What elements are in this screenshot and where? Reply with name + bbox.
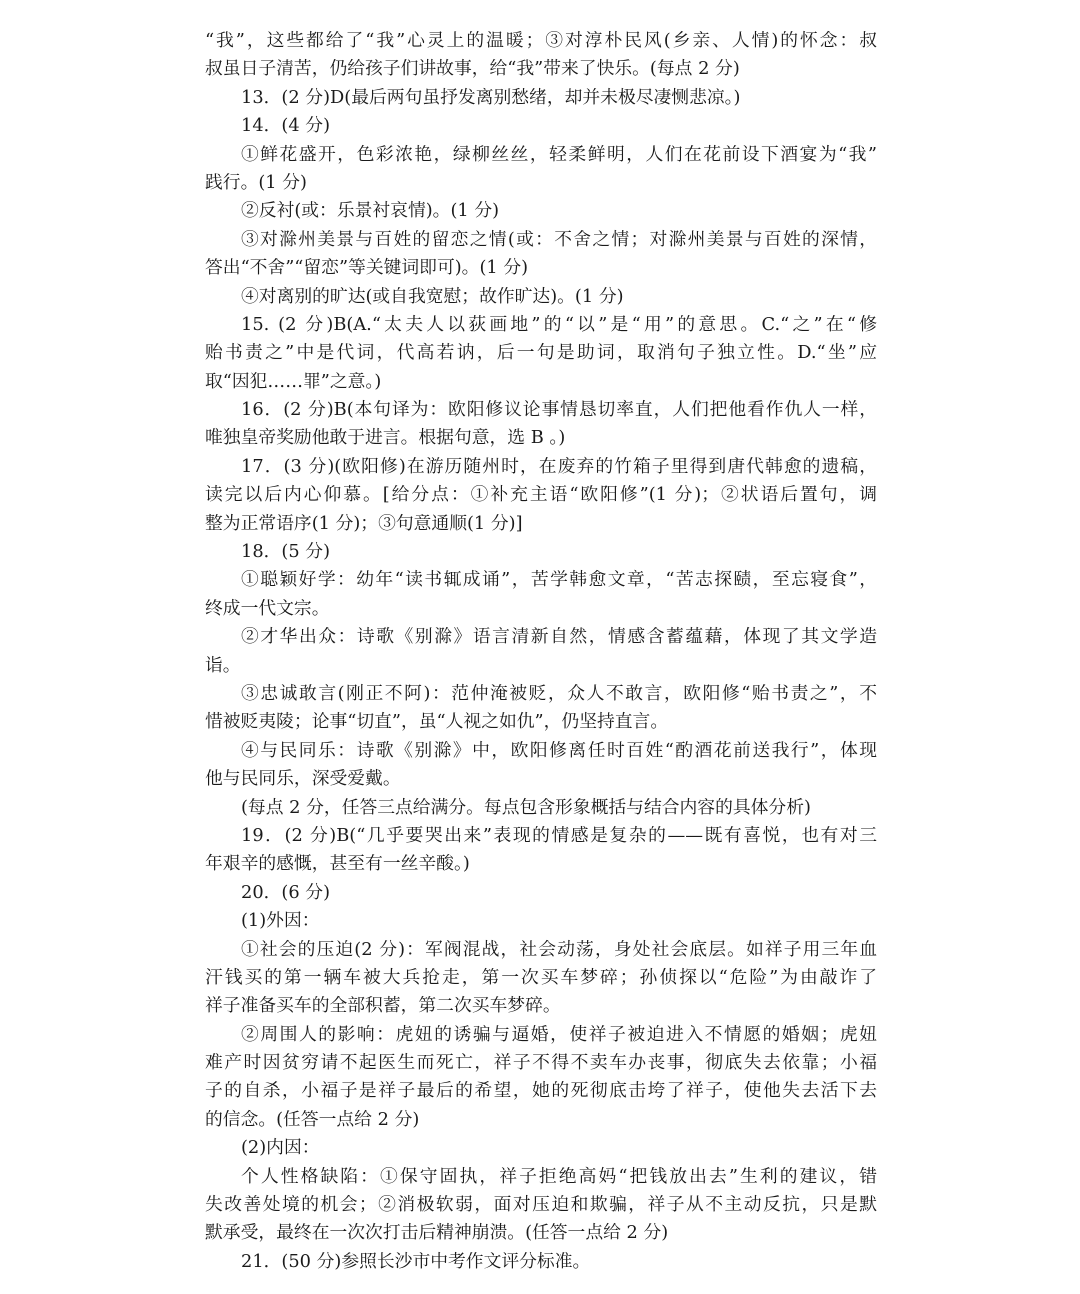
text-line: 读完以后内心仰慕。[给分点：①补充主语“欧阳修”(1 分)；②状语后置句，调 [205,484,877,506]
text-line: 年艰辛的感慨，甚至有一丝辛酸。) [205,853,470,875]
text-line: 17．(3 分)(欧阳修)在游历随州时，在废弃的竹箱子里得到唐代韩愈的遗稿， [241,455,877,477]
text-line: ④对离别的旷达(或自我宽慰；故作旷达)。(1 分) [241,285,624,307]
text-line: 诣。 [205,654,241,676]
text-line: 叔虽日子清苦，仍给孩子们讲故事，给“我”带来了快乐。(每点 2 分) [205,58,740,80]
text-line: 个人性格缺陷：①保守固执，祥子拒绝高妈“把钱放出去”生利的建议，错 [241,1165,877,1187]
text-line: 19．(2 分)B(“几乎要哭出来”表现的情感是复杂的——既有喜悦，也有对三 [241,824,877,846]
text-line: 祥子准备买车的全部积蓄，第二次买车梦碎。 [205,995,561,1017]
text-line: ②才华出众：诗歌《别滁》语言清新自然，情感含蓄蕴藉，体现了其文学造 [241,626,877,648]
text-line: 践行。(1 分) [205,171,307,193]
text-line: (2)内因： [241,1137,320,1159]
text-line: ③对滁州美景与百姓的留恋之情(或：不舍之情；对滁州美景与百姓的深情， [241,228,877,250]
text-line: ②周围人的影响：虎妞的诱骗与逼婚，使祥子被迫进入不情愿的婚姻；虎妞 [241,1023,877,1045]
text-line: 18．(5 分) [241,541,331,563]
text-line: 的信念。(任答一点给 2 分) [205,1108,420,1130]
text-line: ③忠诚敢言(刚正不阿)：范仲淹被贬，众人不敢言，欧阳修“贻书责之”，不 [241,682,877,704]
text-line: (1)外因： [241,910,320,932]
text-line: 惜被贬夷陵；论事“切直”，虽“人视之如仇”，仍坚持直言。 [205,711,669,733]
text-line: 默承受，最终在一次次打击后精神崩溃。(任答一点给 2 分) [205,1222,669,1244]
text-line: 唯独皇帝奖励他敢于进言。根据句意，选 B 。) [205,427,566,449]
answer-key-document [205,27,877,1276]
text-line: ②反衬(或：乐景衬哀情)。(1 分) [241,200,500,222]
text-line: 13．(2 分)D(最后两句虽抒发离别愁绪，却并未极尽凄恻悲凉。) [241,86,741,108]
text-line: 他与民同乐，深受爱戴。 [205,768,401,790]
text-line: 取“因犯……罪”之意。) [205,370,382,392]
text-line: 21．(50 分)参照长沙市中考作文评分标准。 [241,1250,591,1272]
text-line: 贻书责之”中是代词，代高若讷，后一句是助词，取消句子独立性。D.“坐”应 [205,342,877,364]
text-line: 失改善处境的机会；②消极软弱，面对压迫和欺骗，祥子从不主动反抗，只是默 [205,1194,877,1216]
text-line: ①社会的压迫(2 分)：军阀混战，社会动荡，身处社会底层。如祥子用三年血 [241,938,877,960]
text-line: 答出“不舍”“留恋”等关键词即可)。(1 分) [205,257,529,279]
text-line: ①鲜花盛开，色彩浓艳，绿柳丝丝，轻柔鲜明，人们在花前设下酒宴为“我” [241,143,877,165]
text-line: 终成一代文宗。 [205,597,330,619]
text-line: “我”，这些都给了“我”心灵上的温暖；③对淳朴民风(乡亲、人情)的怀念：叔 [205,30,877,51]
text-line: 难产时因贫穷请不起医生而死亡，祥子不得不卖车办丧事，彻底失去依靠；小福 [205,1052,877,1074]
text-line: 20．(6 分) [241,881,331,903]
text-line: 15. (2 分)B(A.“太夫人以荻画地”的“以”是“用”的意思。C.“之”在“修 [241,313,877,335]
text-line: 整为正常语序(1 分)；③句意通顺(1 分)] [205,512,523,534]
text-line: 14．(4 分) [241,115,331,137]
text-line: ④与民同乐：诗歌《别滁》中，欧阳修离任时百姓“酌酒花前送我行”，体现 [241,739,877,761]
text-line: 16．(2 分)B(本句译为：欧阳修议论事情恳切率直，人们把他看作仇人一样， [241,399,877,421]
text-line: ①聪颖好学：幼年“读书辄成诵”，苦学韩愈文章，“苦志探赜，至忘寝食”， [241,569,877,591]
text-line: (每点 2 分，任答三点给满分。每点包含形象概括与结合内容的具体分析) [241,796,811,818]
text-line: 子的自杀，小福子是祥子最后的希望，她的死彻底击垮了祥子，使他失去活下去 [205,1080,877,1102]
text-line: 汗钱买的第一辆车被大兵抢走，第一次买车梦碎；孙侦探以“危险”为由敲诈了 [205,966,877,988]
